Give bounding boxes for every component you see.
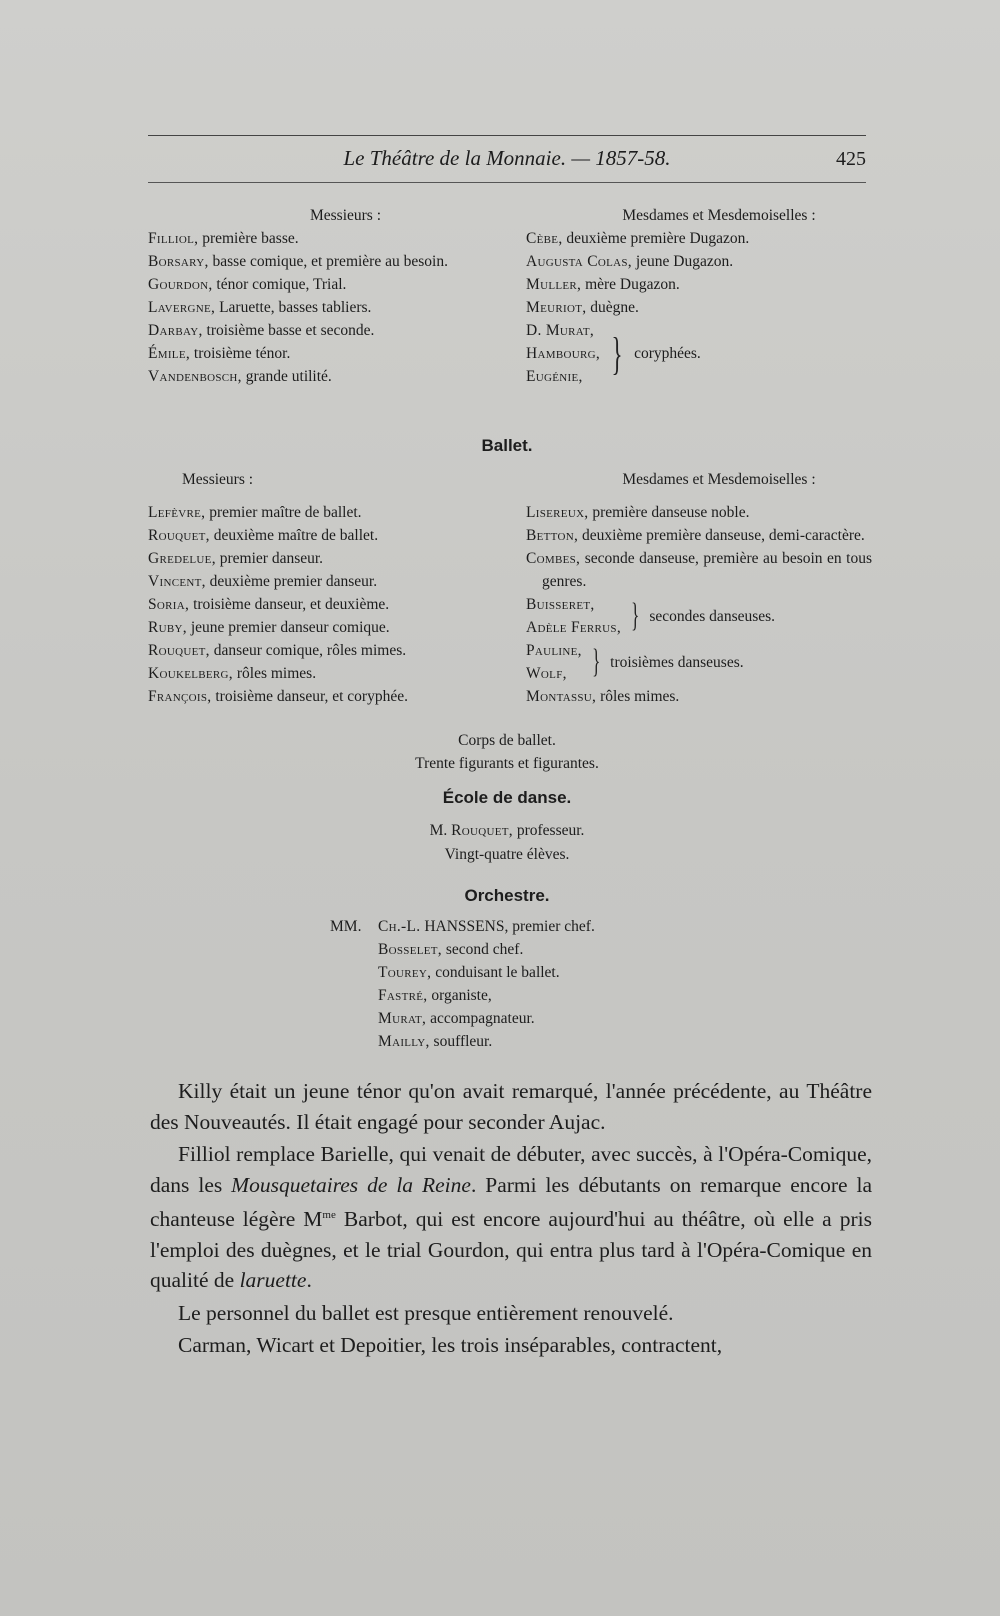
performer-role: basse comique, et première au besoin. — [208, 253, 448, 270]
opera-women-column — [526, 204, 872, 388]
performer-name: Rouquet, — [148, 527, 210, 544]
performer-name: Muller, — [526, 276, 582, 293]
cast-entry — [526, 501, 872, 524]
musician-role: second chef. — [441, 941, 524, 958]
performer-role: troisième danseur, et deuxième. — [189, 596, 390, 613]
cast-entry — [148, 365, 503, 388]
opera-men-heading: Messieurs : — [309, 207, 382, 224]
performer-name: Ruby, — [148, 619, 187, 636]
header-rule-bottom — [148, 182, 866, 183]
cast-entry — [148, 273, 503, 296]
ballet-women-list — [526, 501, 872, 593]
opera-women-list — [526, 227, 872, 319]
mm-label — [330, 984, 378, 1007]
cast-entry — [148, 227, 503, 250]
performer-role: grande utilité. — [241, 368, 332, 385]
cast-entry — [526, 227, 872, 250]
brace-mark: } — [591, 643, 601, 680]
mm-label: MM. — [330, 918, 362, 935]
cast-entry — [148, 616, 503, 639]
ballet-women-heading: Mesdames et Mesdemoiselles : — [622, 471, 816, 488]
performer-name: Wolf, — [526, 665, 567, 682]
ballet-women-column — [526, 468, 872, 708]
cast-entry — [148, 501, 503, 524]
performer-role: duègne. — [586, 299, 639, 316]
ballet-men-heading: Messieurs : — [182, 471, 254, 488]
orchestre-list — [330, 915, 595, 1053]
ecole-title: École de danse. — [442, 788, 572, 807]
performer-name: Rouquet, — [148, 642, 210, 659]
musician-name: Tourey, — [378, 964, 432, 981]
musician-name: Murat, — [378, 1010, 427, 1027]
cast-entry — [526, 273, 872, 296]
performer-name: Vandenbosch, — [148, 368, 242, 385]
coryphees-group — [526, 319, 872, 388]
performer-name: Filliol, — [148, 230, 199, 247]
performer-name: Buisseret, — [526, 596, 595, 613]
performer-name: Pauline, — [526, 642, 582, 659]
performer-name: Koukelberg, — [148, 665, 233, 682]
performer-role: troisième ténor. — [190, 345, 291, 362]
orchestre-entry — [330, 984, 595, 1007]
brace-mark: } — [611, 327, 623, 379]
paragraph-1: Killy était un jeune ténor qu'on avait remarqué, l'année précédente, au Théâtre des Nouveautés. Il était engagé pour seconder Aujac. — [150, 1079, 872, 1134]
performer-name: Adèle Ferrus, — [526, 619, 622, 636]
musician-role: souffleur. — [429, 1033, 493, 1050]
orchestre-entry — [330, 1007, 595, 1030]
mm-label — [330, 938, 378, 961]
cast-entry — [148, 662, 503, 685]
performer-role: troisième basse et seconde. — [202, 322, 375, 339]
ballet-men-list — [148, 501, 503, 708]
header-rule-top — [148, 135, 866, 136]
cast-entry — [526, 524, 872, 547]
performer-name: Betton, — [526, 527, 579, 544]
cast-entry — [148, 570, 503, 593]
musician-role: organiste, — [427, 987, 492, 1004]
cast-entry — [148, 547, 503, 570]
secondes-group — [526, 593, 872, 639]
troisiemes-group — [526, 639, 872, 685]
performer-name: Borsary, — [148, 253, 209, 270]
musician-role: conduisant le ballet. — [431, 964, 560, 981]
performer-name: François, — [148, 688, 212, 705]
cast-entry — [148, 250, 503, 273]
performer-role: troisième danseur, et coryphée. — [211, 688, 408, 705]
performer-name: Gredelue, — [148, 550, 216, 567]
performer-role: premier danseur. — [215, 550, 324, 567]
performer-role: ténor comique, Trial. — [212, 276, 347, 293]
performer-name: Soria, — [148, 596, 190, 613]
performer-name: Vincent, — [148, 573, 206, 590]
troisiemes-names — [526, 639, 582, 685]
orchestre-entry — [330, 1030, 595, 1053]
orchestre-entry — [330, 961, 595, 984]
secondes-role: secondes danseuses. — [649, 607, 776, 625]
ecole-students: Vingt-quatre élèves. — [444, 846, 570, 863]
paragraph-4: Carman, Wicart et Depoitier, les trois inséparables, contractent, — [178, 1333, 723, 1358]
performer-role: mère Dugazon. — [581, 276, 680, 293]
performer-name: Cèbe, — [526, 230, 563, 247]
cast-entry — [148, 524, 503, 547]
running-title: Le Théâtre de la Monnaie. — 1857-58. — [343, 146, 671, 170]
ecole-professor: M. Rouquet, professeur. — [429, 822, 585, 839]
mm-label — [330, 961, 378, 984]
brace-mark: } — [631, 597, 640, 634]
opera-men-column — [148, 204, 503, 388]
mm-label — [330, 1030, 378, 1053]
cast-entry — [526, 547, 872, 593]
musician-name: Fastré, — [378, 987, 428, 1004]
performer-role: deuxième première Dugazon. — [562, 230, 750, 247]
performer-role: jeune Dugazon. — [631, 253, 734, 270]
musician-role: accompagnateur. — [426, 1010, 535, 1027]
performer-name: Combes, — [526, 550, 581, 567]
cast-entry — [148, 342, 503, 365]
cast-entry — [526, 296, 872, 319]
musician-name: Mailly, — [378, 1033, 430, 1050]
cast-entry — [148, 593, 503, 616]
performer-name: Eugénie, — [526, 368, 583, 385]
cast-entry — [148, 296, 503, 319]
opera-men-list — [148, 227, 503, 388]
opera-women-heading: Mesdames et Mesdemoiselles : — [622, 207, 816, 224]
performer-role: Laruette, basses tabliers. — [215, 299, 372, 316]
performer-name: Lavergne, — [148, 299, 216, 316]
orchestre-entry — [330, 915, 595, 938]
orchestre-entry — [330, 938, 595, 961]
performer-name: Lisereux, — [526, 504, 589, 521]
performer-name: Lefèvre, — [148, 504, 206, 521]
performer-role: seconde danseuse, première au besoin en tous genres. — [542, 550, 872, 590]
cast-entry — [148, 319, 503, 342]
ballet-men-column — [148, 468, 503, 708]
secondes-names — [526, 593, 621, 639]
paragraph-2: Filliol remplace Barielle, qui venait de débuter, avec succès, à l'Opéra-Comique, dans les Mousquetaires de la Reine. Parmi les débutants on remarque encore la chanteuse légère $M^{me}$ Barbot, qui est encore aujourd'hui au théâtre, où elle a pris l'emploi des duègnes, et le trial Gourdon, qui entra plus tard à l'Opéra-Comique en qualité de laruette. — [150, 1142, 872, 1293]
performer-role: première basse. — [198, 230, 299, 247]
montassu-entry: Montassu, rôles mimes. — [526, 688, 680, 705]
performer-role: premier maître de ballet. — [205, 504, 362, 521]
performer-name: Hambourg, — [526, 345, 600, 362]
figurants-line: Trente figurants et figurantes. — [415, 755, 599, 772]
musician-role: HANSSENS, premier chef. — [420, 918, 595, 935]
performer-role: rôles mimes. — [232, 665, 317, 682]
cast-entry — [148, 639, 503, 662]
performer-name: Darbay, — [148, 322, 203, 339]
musician-name: Ch.-L. — [378, 918, 421, 935]
page-number: 425 — [836, 148, 866, 170]
performer-role: deuxième maître de ballet. — [209, 527, 379, 544]
performer-role: deuxième première danseuse, demi-caractère. — [578, 527, 865, 544]
paragraph-3: Le personnel du ballet est presque entièrement renouvelé. — [178, 1300, 674, 1325]
performer-name: Gourdon, — [148, 276, 213, 293]
orchestre-title: Orchestre. — [464, 886, 550, 905]
mm-label — [330, 1007, 378, 1030]
performer-name: D. Murat, — [526, 322, 595, 339]
cast-entry — [148, 685, 503, 708]
performer-name: Augusta Colas, — [526, 253, 632, 270]
coryphees-role: coryphées. — [634, 345, 701, 362]
performer-name: Émile, — [148, 345, 191, 362]
cast-entry — [526, 250, 872, 273]
corps-de-ballet: Corps de ballet. — [458, 732, 556, 749]
ballet-title: Ballet. — [481, 436, 533, 455]
musician-name: Bosselet, — [378, 941, 442, 958]
performer-role: jeune premier danseur comique. — [186, 619, 390, 636]
performer-role: deuxième premier danseur. — [205, 573, 378, 590]
performer-name: Meuriot, — [526, 299, 587, 316]
coryphees-names — [526, 319, 600, 388]
troisiemes-role: troisièmes danseuses. — [610, 653, 744, 671]
running-header — [148, 146, 866, 178]
performer-role: danseur comique, rôles mimes. — [209, 642, 407, 659]
performer-role: première danseuse noble. — [588, 504, 750, 521]
body-text — [150, 1076, 872, 1363]
